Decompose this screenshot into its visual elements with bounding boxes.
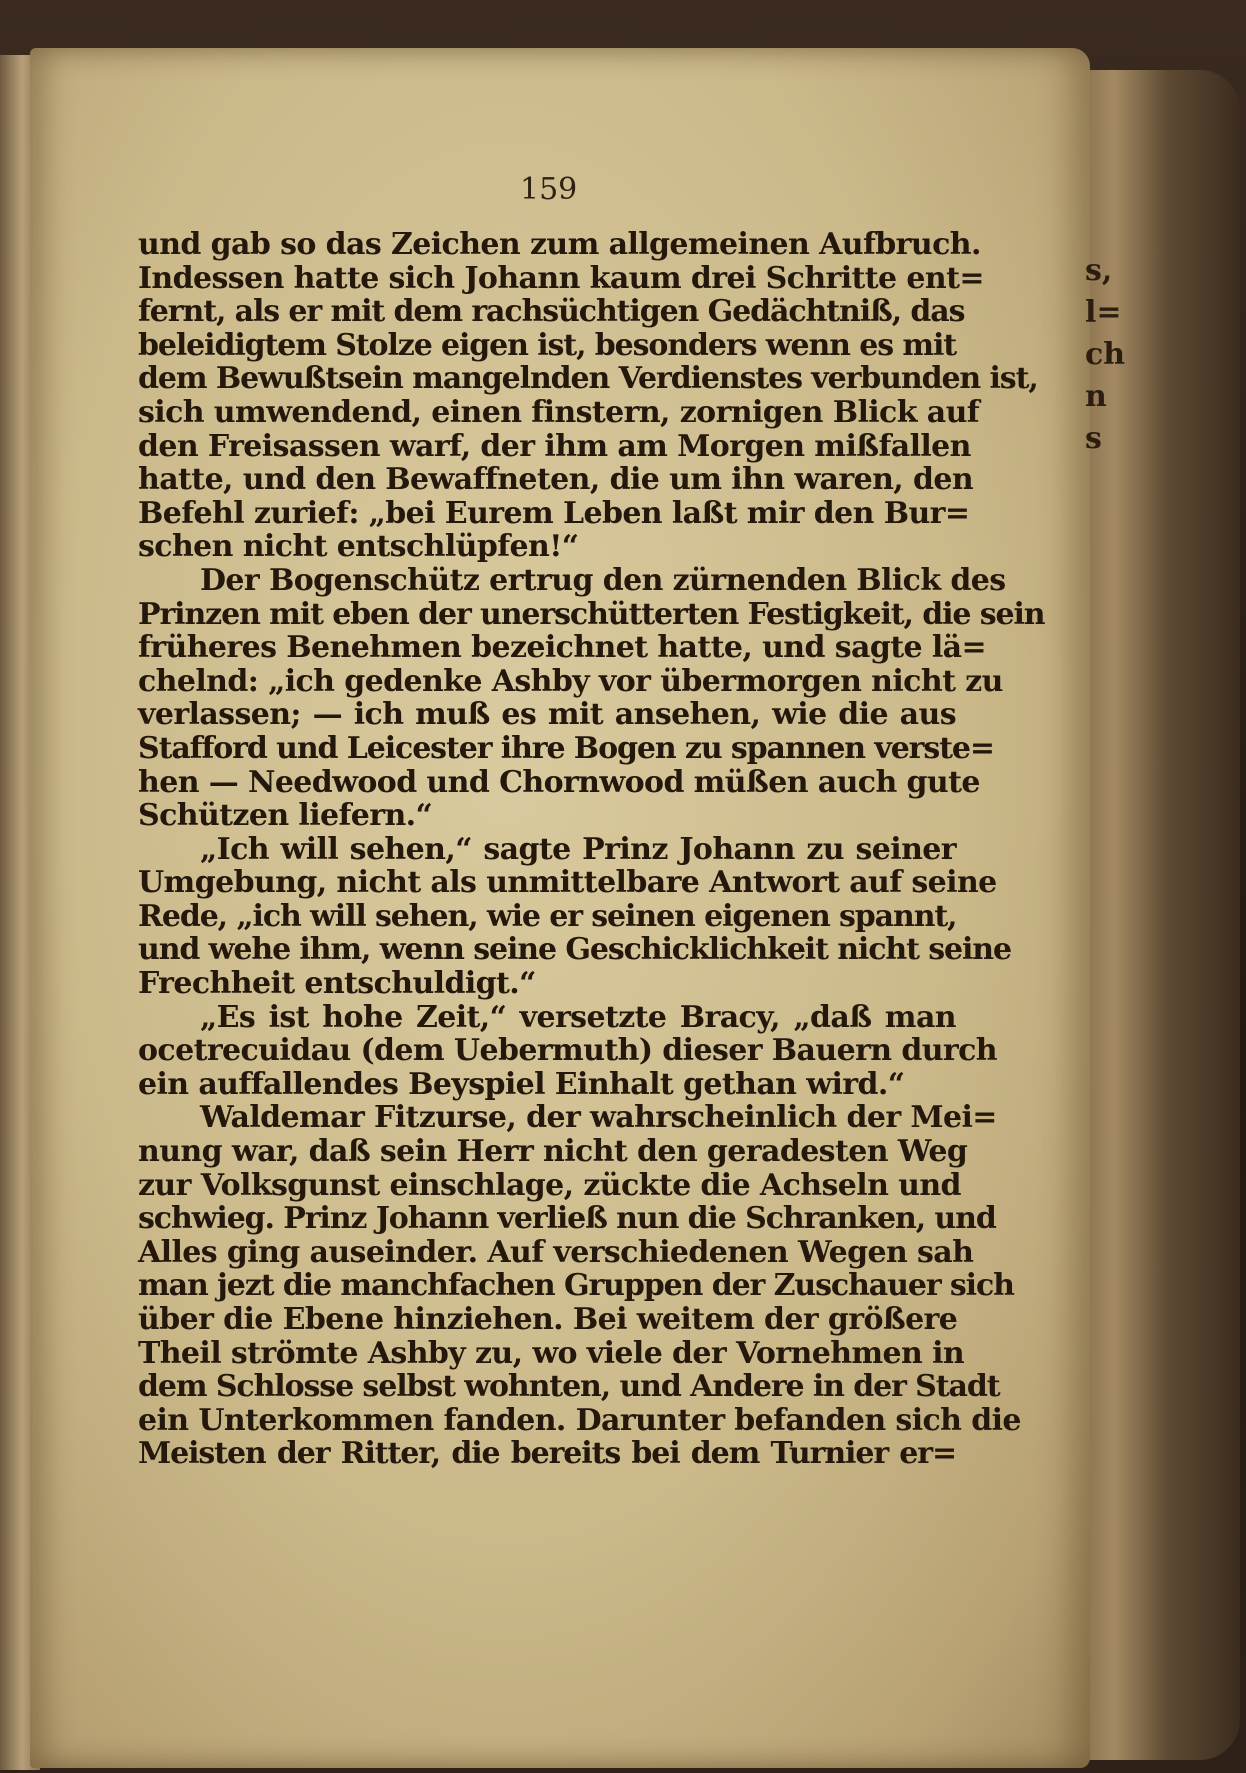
page-body-text	[138, 227, 1045, 1472]
text-line: früheres Benehmen bezeichnet hatte, und sagte lä=	[138, 630, 986, 666]
text-line: hen — Needwood und Chornwood müßen auch gute	[138, 764, 980, 800]
text-line: man jezt die manchfachen Gruppen der Zuschauer sich	[138, 1268, 1014, 1304]
text-line: chelnd: „ich gedenke Ashby vor übermorgen nicht zu	[138, 663, 1003, 699]
next-page-visible-fragments	[1085, 250, 1125, 460]
text-line: den Freisassen warf, der ihm am Morgen mißfallen	[138, 428, 971, 464]
text-line: Indessen hatte sich Johann kaum drei Schritte ent=	[138, 260, 984, 296]
text-line: Theil strömte Ashby zu, wo viele der Vornehmen in	[138, 1335, 965, 1371]
text-line: nung war, daß sein Herr nicht den geradesten Weg	[138, 1134, 968, 1170]
next-page-fragment: ch	[1085, 337, 1126, 372]
text-line: Stafford und Leicester ihre Bogen zu spannen verste=	[138, 730, 994, 766]
text-line: Prinzen mit eben der unerschütterten Festigkeit, die sein	[138, 596, 1045, 632]
text-line: Frechheit entschuldigt.“	[138, 966, 536, 1002]
text-line: fernt, als er mit dem rachsüchtigen Gedächtniß, das	[138, 294, 965, 330]
text-line: verlassen; — ich muß es mit ansehen, wie die aus	[138, 697, 956, 733]
text-line: Waldemar Fitzurse, der wahrscheinlich der Mei=	[200, 1100, 997, 1136]
text-line: Befehl zurief: „bei Eurem Leben laßt mir den Bur=	[138, 495, 970, 531]
text-line: Schützen liefern.“	[138, 798, 433, 834]
text-line: ein auffallendes Beyspiel Einhalt gethan wird.“	[138, 1066, 905, 1102]
text-line: Alles ging auseinder. Auf verschiedenen Wegen sah	[138, 1234, 974, 1270]
text-line: ein Unterkommen fanden. Darunter befanden sich die	[138, 1402, 1021, 1438]
text-line: Umgebung, nicht als unmittelbare Antwort auf seine	[138, 865, 997, 901]
text-line: beleidigtem Stolze eigen ist, besonders wenn es mit	[138, 327, 957, 363]
next-page-fragment: l=	[1085, 295, 1122, 330]
next-page-fragment: s	[1085, 421, 1102, 456]
text-line: „Es ist hohe Zeit,“ versetzte Bracy, „daß man	[200, 999, 956, 1035]
page-number: 159	[520, 172, 578, 207]
text-line: schwieg. Prinz Johann verließ nun die Schranken, und	[138, 1201, 996, 1237]
text-line: und wehe ihm, wenn seine Geschicklichkeit nicht seine	[138, 932, 1011, 968]
next-page-fragment: n	[1085, 379, 1107, 414]
text-line: schen nicht entschlüpfen!“	[138, 529, 579, 565]
next-page-fragment: s,	[1085, 253, 1113, 288]
text-line: über die Ebene hinziehen. Bei weitem der größere	[138, 1302, 958, 1337]
text-line: „Ich will sehen,“ sagte Prinz Johann zu seiner	[200, 831, 956, 867]
text-line: Rede, „ich will sehen, wie er seinen eigenen spannt,	[138, 898, 957, 934]
text-line: und gab so das Zeichen zum allgemeinen Aufbruch.	[138, 227, 981, 262]
text-line: sich umwendend, einen finstern, zornigen Blick auf	[138, 394, 980, 430]
text-line: ocetrecuidau (dem Uebermuth) dieser Bauern durch	[138, 1033, 997, 1069]
text-line: dem Bewußtsein mangelnden Verdienstes verbunden ist,	[138, 361, 1038, 397]
text-line: hatte, und den Bewaffneten, die um ihn waren, den	[138, 462, 974, 498]
text-line: Der Bogenschütz ertrug den zürnenden Blick des	[200, 562, 1006, 598]
text-line: zur Volksgunst einschlage, zückte die Achseln und	[138, 1167, 961, 1203]
text-line: dem Schlosse selbst wohnten, und Andere in der Stadt	[138, 1369, 1000, 1405]
text-line: Meisten der Ritter, die bereits bei dem Turnier er=	[138, 1436, 956, 1472]
